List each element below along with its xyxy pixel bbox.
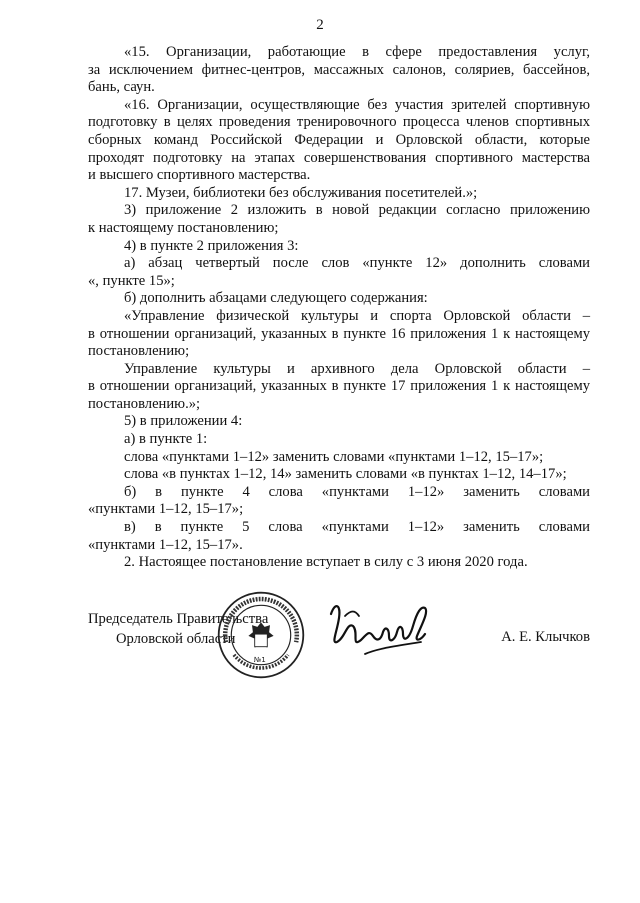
svg-text:№1: №1 <box>253 655 266 664</box>
paragraph-line: проходят подготовку на этапах совершенствования спортивного мастерства <box>88 149 590 166</box>
paragraph-line: Управление культуры и архивного дела Орловской области – <box>124 360 590 377</box>
page-number: 2 <box>316 17 324 33</box>
paragraph-line: «15. Организации, работающие в сфере предоставления услуг, <box>124 44 590 60</box>
paragraph-line: а) абзац четвертый после слов «пункте 12» дополнить словами <box>124 255 590 272</box>
paragraph-line: подготовку в целях проведения тренировочного процесса членов спортивных <box>88 114 590 131</box>
paragraph-line: за исключением фитнес-центров, массажных салонов, соляриев, бассейнов, <box>88 61 590 78</box>
paragraph-line: «, пункте 15»; <box>88 272 175 289</box>
paragraph-line: к настоящему постановлению; <box>88 219 279 236</box>
paragraph-line: в отношении организаций, указанных в пункте 16 приложения 1 к настоящему <box>88 325 590 342</box>
signatory-title-line2: Орловской области <box>116 631 236 647</box>
paragraph-line: в) в пункте 5 слова «пунктами 1–12» заменить словами <box>124 519 590 536</box>
paragraph-line: б) дополнить абзацами следующего содержания: <box>124 290 428 307</box>
paragraph-line: 3) приложение 2 изложить в новой редакции согласно приложению <box>124 202 590 219</box>
paragraph-line: слова «пунктами 1–12» заменить словами «пунктами 1–12, 15–17»; <box>124 448 544 465</box>
paragraph-line: а) в пункте 1: <box>124 431 208 448</box>
handwritten-signature <box>325 596 435 666</box>
paragraph-line: «Управление физической культуры и спорта Орловской области – <box>124 307 590 324</box>
paragraph-line: 5) в приложении 4: <box>124 413 243 430</box>
document-body <box>88 44 590 572</box>
signatory-name: А. Е. Клычков <box>501 629 590 645</box>
paragraph-line: 17. Музеи, библиотеки без обслуживания посетителей.»; <box>124 184 478 201</box>
paragraph-line: 2. Настоящее постановление вступает в силу с 3 июня 2020 года. <box>124 554 528 571</box>
paragraph-line: и высшего спортивного мастерства. <box>88 167 311 184</box>
paragraph-line: постановлению.»; <box>88 395 201 412</box>
paragraph-line: в отношении организаций, указанных в пункте 17 приложения 1 к настоящему <box>88 378 590 395</box>
paragraph-line: постановлению; <box>88 343 190 360</box>
paragraph-line: слова «в пунктах 1–12, 14» заменить словами «в пунктах 1–12, 14–17»; <box>124 466 567 483</box>
paragraph-line: «16. Организации, осуществляющие без участия зрителей спортивную <box>124 96 590 113</box>
paragraph-line: б) в пункте 4 слова «пунктами 1–12» заменить словами <box>124 483 590 500</box>
paragraph-line: «пунктами 1–12, 15–17». <box>88 536 243 553</box>
official-seal-stamp <box>216 590 306 680</box>
paragraph-line: бань, саун. <box>88 79 155 96</box>
paragraph-line: 4) в пункте 2 приложения 3: <box>124 237 299 254</box>
paragraph-line: сборных команд Российской Федерации и Орловской области, которые <box>88 131 590 148</box>
signatory-title-line1: Председатель Правительства <box>88 611 269 627</box>
paragraph-line: «пунктами 1–12, 15–17»; <box>88 501 244 518</box>
